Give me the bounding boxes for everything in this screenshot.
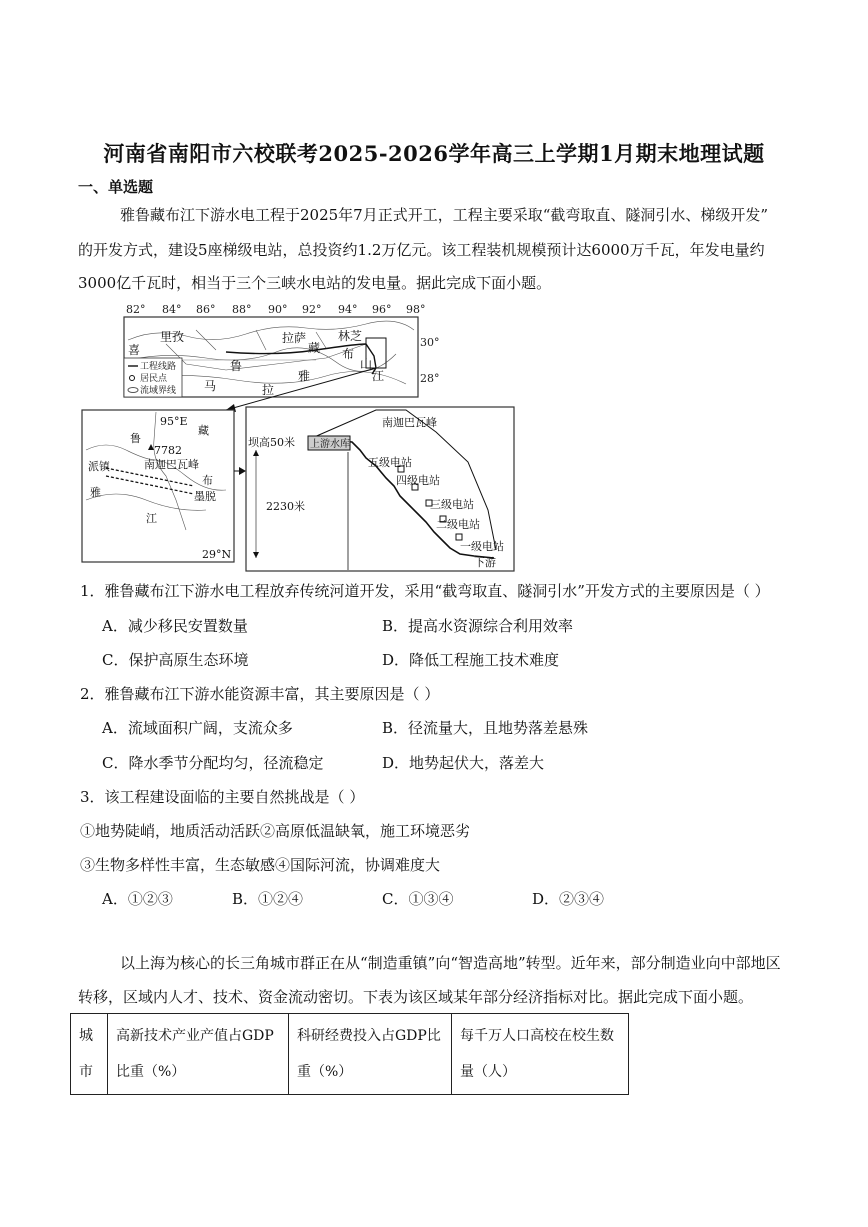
- place-label: 拉萨: [282, 331, 307, 345]
- lon-label: 82°: [126, 303, 146, 316]
- inset-label: 雅: [90, 486, 101, 499]
- inset-label: 墨脱: [194, 490, 216, 503]
- question-3-option-d[interactable]: D．②③④: [532, 890, 605, 908]
- question-2-option-a[interactable]: A．流域面积广阔，支流众多: [102, 719, 293, 737]
- place-label: 林芝: [338, 329, 363, 343]
- table-header-cell: 科研经费投入占GDP比 重（%）: [289, 1014, 452, 1095]
- place-label: 江: [372, 369, 385, 383]
- question-2-option-c[interactable]: C．降水季节分配均匀，径流稳定: [102, 754, 324, 772]
- question-3-stem: 3．该工程建设面临的主要自然挑战是（ ）: [80, 788, 365, 806]
- question-2-option-b[interactable]: B．径流量大，且地势落差悬殊: [382, 719, 589, 737]
- table-header-row: [71, 1014, 629, 1095]
- profile-label: 南迦巴瓦峰: [382, 416, 437, 429]
- question-1-option-a[interactable]: A．减少移民安置数量: [102, 617, 248, 635]
- lon-label: 94°: [338, 303, 358, 316]
- inset-label: 藏: [198, 424, 209, 437]
- profile-label: 2230米: [266, 500, 305, 513]
- section-heading: 一、单选题: [78, 178, 154, 196]
- profile-label: 二级电站: [436, 518, 480, 531]
- lon-label: 90°: [268, 303, 288, 316]
- profile-label: 上游水库: [310, 439, 350, 450]
- lon-label: 84°: [162, 303, 182, 316]
- question-1-option-b[interactable]: B．提高水资源综合利用效率: [382, 617, 574, 635]
- question-1-option-d[interactable]: D．降低工程施工技术难度: [382, 651, 560, 669]
- legend-label: 流域界线: [140, 386, 177, 396]
- lat-label: 30°: [420, 336, 440, 349]
- table-header-cell: 城 市: [71, 1014, 108, 1095]
- lon-label: 96°: [372, 303, 392, 316]
- lon-label: 86°: [196, 303, 216, 316]
- inset-label: 南迦巴瓦峰: [144, 458, 199, 471]
- table-header-cell: 每千万人口高校在校生数 量（人）: [452, 1014, 629, 1095]
- lat-label: 28°: [420, 372, 440, 385]
- place-label: 喜: [128, 343, 141, 357]
- question-3-option-c[interactable]: C．①③④: [382, 890, 454, 908]
- question-1-option-c[interactable]: C．保护高原生态环境: [102, 651, 249, 669]
- legend-label: 工程线路: [140, 362, 177, 372]
- place-label: 藏: [308, 341, 321, 355]
- question-3-option-b[interactable]: B．①②④: [232, 890, 304, 908]
- lon-label: 88°: [232, 303, 252, 316]
- economic-indicator-table: [70, 1013, 629, 1095]
- profile-label: 四级电站: [396, 474, 440, 487]
- passage2-line-2: 转移，区域内人才、技术、资金流动密切。下表为该区域某年部分经济指标对比。据此完成下面小题。: [78, 988, 754, 1006]
- inset-label: 鲁: [130, 432, 141, 445]
- passage1-line-3: 3000亿千瓦时，相当于三个三峡水电站的发电量。据此完成下面小题。: [78, 274, 552, 292]
- passage1-line-2: 的开发方式，建设5座梯级电站，总投资约1.2万亿元。该工程装机规模预计达6000万千瓦，年发电量约: [78, 241, 765, 259]
- profile-label: 坝高50米: [248, 436, 295, 449]
- profile-label: 三级电站: [430, 498, 474, 511]
- place-label: 山: [360, 357, 373, 371]
- lon-label: 92°: [302, 303, 322, 316]
- place-label: 鲁: [230, 359, 243, 373]
- inset-label: 7782: [154, 444, 182, 457]
- question-2-stem: 2．雅鲁藏布江下游水能资源丰富，其主要原因是（ ）: [80, 685, 440, 703]
- place-label: 雅: [298, 369, 311, 383]
- inset-coord: 29°N: [202, 548, 232, 561]
- question-2-option-d[interactable]: D．地势起伏大，落差大: [382, 754, 545, 772]
- question-3-option-a[interactable]: A．①②③: [102, 890, 173, 908]
- place-label: 马: [204, 379, 217, 393]
- profile-label: 一级电站: [460, 540, 504, 553]
- map-figure: [76, 300, 526, 574]
- question-3-statement-1: ①地势陡峭，地质活动活跃②高原低温缺氧，施工环境恶劣: [80, 822, 471, 840]
- place-label: 里孜: [160, 330, 185, 344]
- lon-label: 98°: [406, 303, 426, 316]
- question-3-statement-2: ③生物多样性丰富，生态敏感④国际河流，协调难度大: [80, 856, 441, 874]
- passage2-line-1: 以上海为核心的长三角城市群正在从“制造重镇”向“智造高地”转型。近年来，部分制造业向中部地区: [120, 954, 781, 972]
- inset-label: 布: [202, 474, 213, 487]
- profile-label: 五级电站: [368, 456, 412, 469]
- inset-label: 派镇: [88, 460, 110, 473]
- legend-label: 居民点: [140, 374, 168, 384]
- profile-label: 下游: [474, 556, 496, 569]
- page-title: 河南省南阳市六校联考2025-2026学年高三上学期1月期末地理试题: [103, 141, 765, 166]
- inset-coord: 95°E: [160, 415, 188, 428]
- question-1-stem: 1．雅鲁藏布江下游水电工程放弃传统河道开发，采用“截弯取直、隧洞引水”开发方式的主要原因是（ ）: [80, 582, 770, 600]
- table-header-cell: 高新技术产业产值占GDP 比重（%）: [108, 1014, 289, 1095]
- place-label: 布: [342, 347, 355, 361]
- place-label: 拉: [262, 383, 275, 397]
- inset-label: 江: [146, 512, 157, 525]
- passage1-line-1: 雅鲁藏布江下游水电工程于2025年7月正式开工，工程主要采取“截弯取直、隧洞引水、梯级开发”: [120, 206, 769, 224]
